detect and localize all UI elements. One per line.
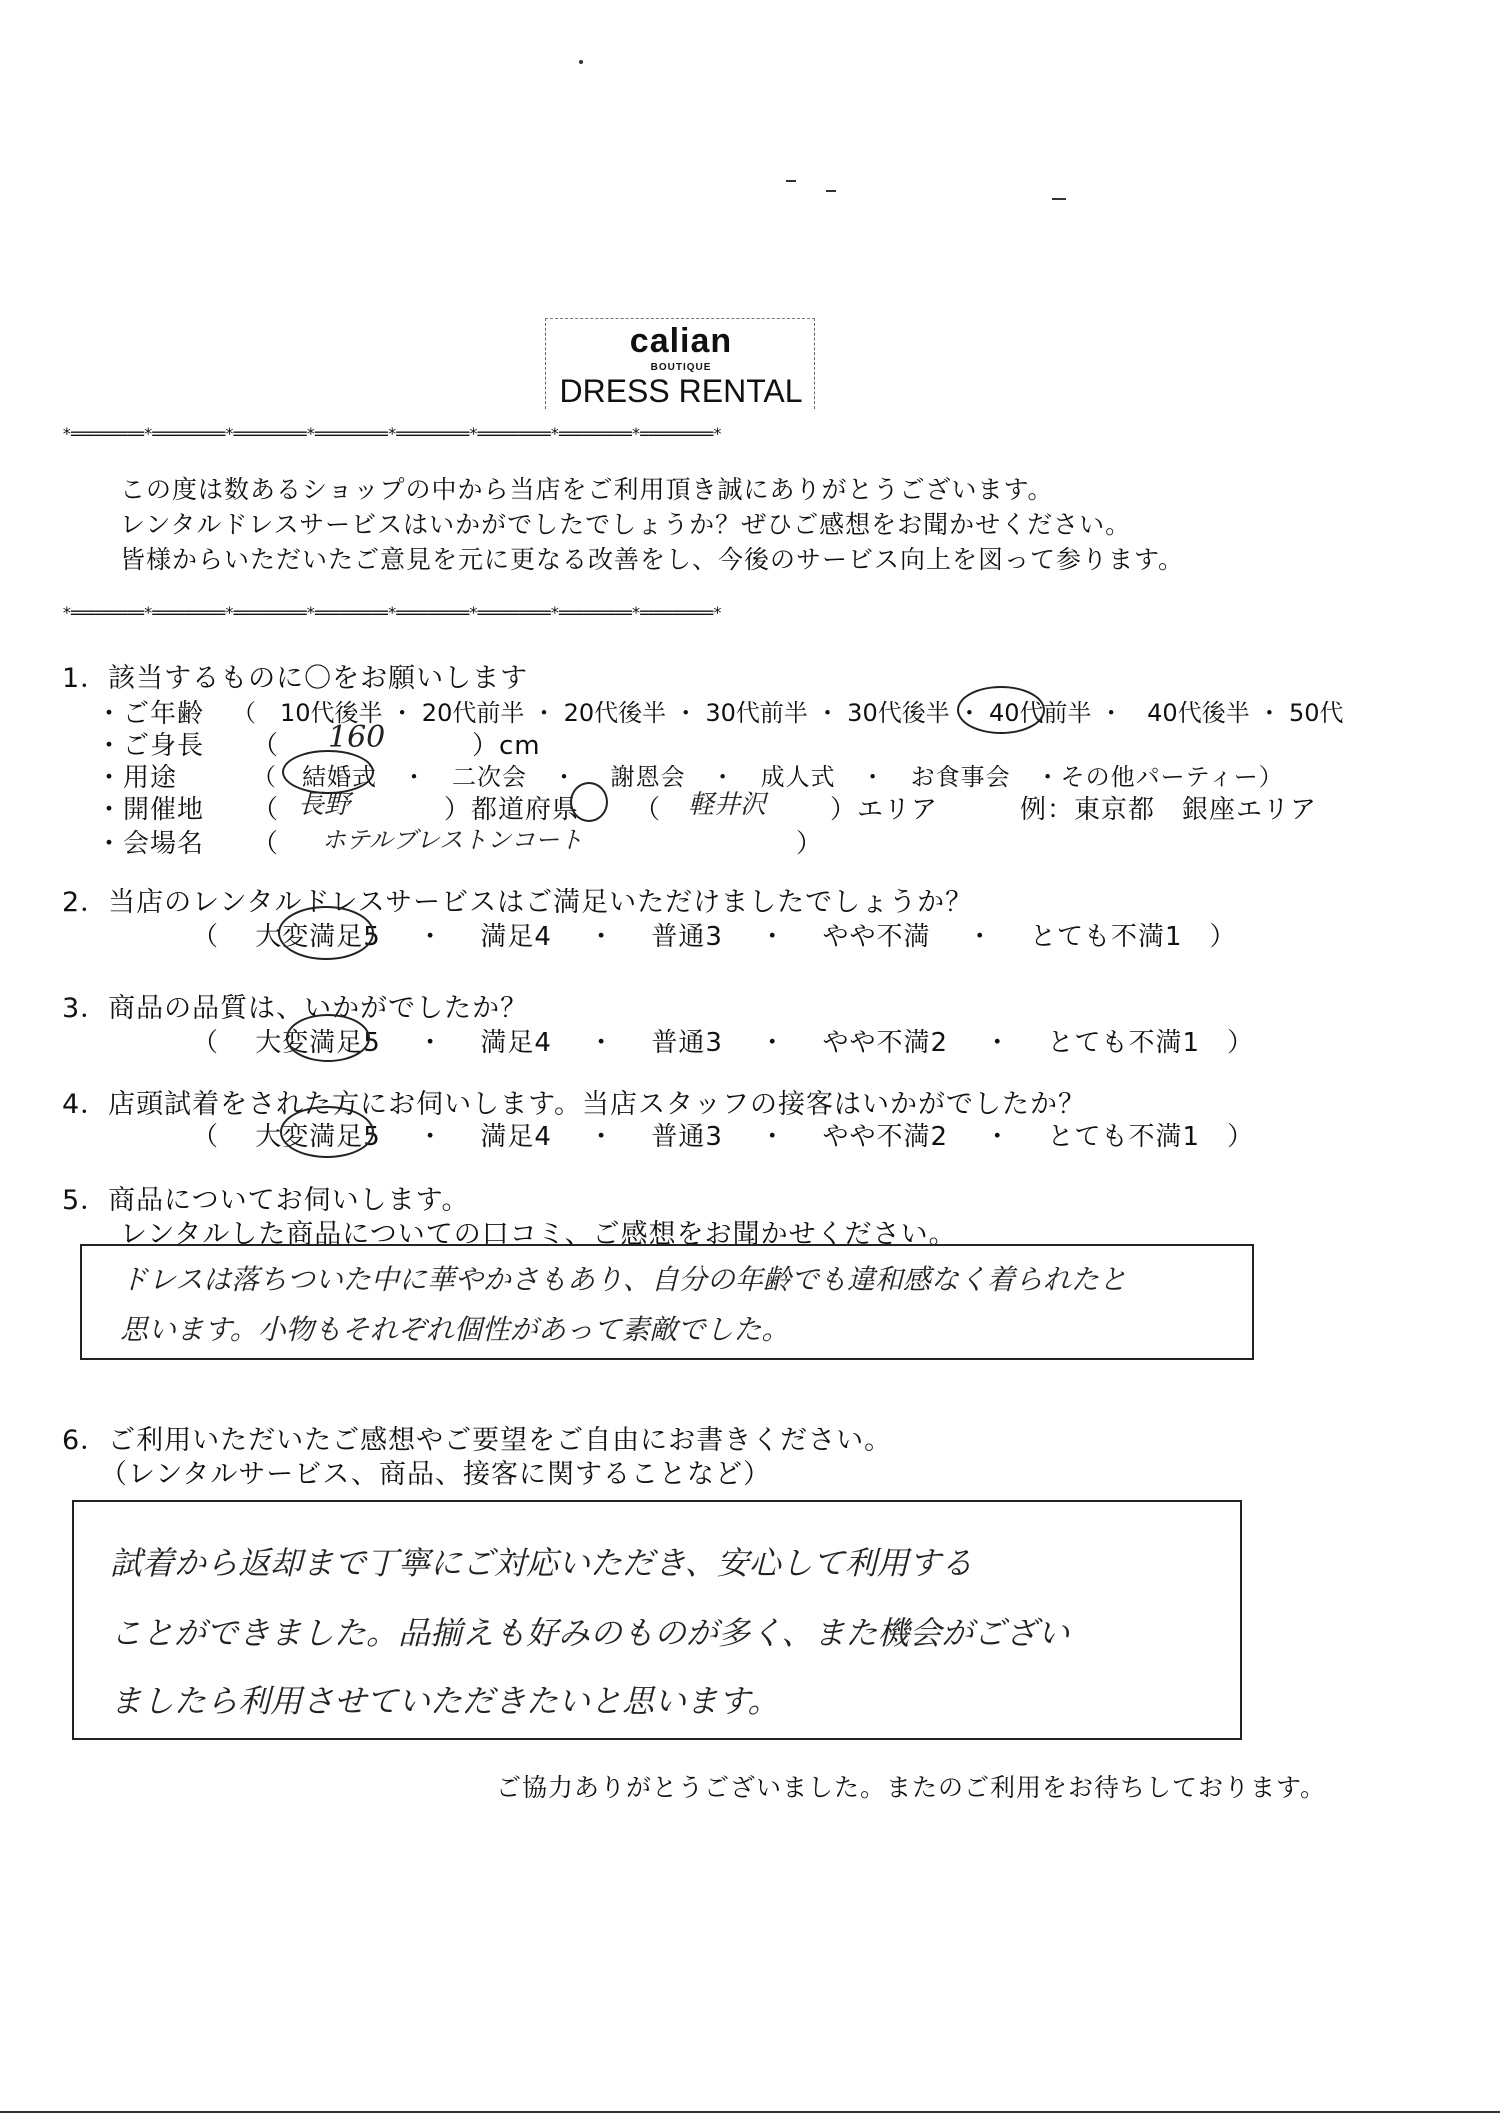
q6-answer-line-1: 試着から返却まで丁寧にご対応いただき、安心して利用する [110, 1544, 973, 1582]
q5-answer-line-2: 思います。小物もそれぞれ個性があって素敵でした。 [120, 1313, 790, 1346]
q6-title: 6．ご利用いただいたご感想やご要望をご自由にお書きください。 [62, 1425, 893, 1456]
intro-line-2: レンタルドレスサービスはいかがでしたでしょうか？ぜひご感想をお聞かせください。 [120, 510, 1132, 539]
q1-location-open: （ [252, 795, 280, 825]
page-bottom-border [0, 2111, 1500, 2113]
scan-speck [579, 60, 583, 64]
q1-age-label: ・ご年齢 [96, 699, 205, 729]
q1-location-label: ・開催地 [96, 795, 205, 825]
q5-answer-box [80, 1244, 1254, 1360]
q1-area-value: 軽井沢 [688, 790, 767, 820]
q1-prefecture-value: 長野 [298, 790, 351, 820]
q1-age-options: （ 10代後半 ・ 20代前半 ・ 20代後半 ・ 30代前半 ・ 30代後半 ・ 40代前半 ・ 40代後半 ・ 50代 [232, 699, 1344, 727]
q1-prefecture-suffix: ）都道府県 [444, 795, 580, 825]
intro-line-1: この度は数あるショップの中から当店をご利用頂き誠にありがとうございます。 [120, 475, 1054, 504]
q6-answer-box [72, 1500, 1242, 1740]
q1-venue-close: ） [796, 829, 824, 859]
q1-height-label: ・ご身長 [96, 731, 205, 761]
divider-bottom: *=========*=========*=========*=========*=========*=========*=========*=========* [62, 603, 721, 622]
shop-logo [545, 318, 817, 412]
intro-line-3: 皆様からいただいたご意見を元に更なる改善をし、今後のサービス向上を図って参ります。 [120, 545, 1185, 574]
q3-options: （ 大変満足5 ・ 満足4 ・ 普通3 ・ やや不満2 ・ とても不満1 ） [192, 1028, 1255, 1058]
q3-selection-circle [286, 1014, 370, 1062]
closing-message: ご協力ありがとうございました。またのご利用をお待ちしております。 [496, 1773, 1327, 1802]
q4-title: 4．店頭試着をされた方にお伺いします。当店スタッフの接客はいかがでしたか？ [62, 1089, 1087, 1120]
q5-subtitle: レンタルした商品についての口コミ、ご感想をお聞かせください。 [120, 1219, 957, 1250]
q1-purpose-label: ・用途 [96, 763, 178, 793]
q5-answer-line-1: ドレスは落ちついた中に華やかさもあり、自分の年齢でも違和感なく着られたと [120, 1263, 1127, 1296]
q2-title: 2．当店のレンタルドレスサービスはご満足いただけましたでしょうか？ [62, 887, 974, 918]
q1-height-value: 160 [328, 720, 386, 755]
q6-subtitle: （レンタルサービス、商品、接客に関することなど） [100, 1459, 772, 1490]
q5-title: 5．商品についてお伺いします。 [62, 1185, 470, 1216]
q1-venue-open: （ [252, 829, 280, 859]
q6-answer-line-3: ましたら利用させていただきたいと思います。 [110, 1682, 780, 1720]
q4-options: （ 大変満足5 ・ 満足4 ・ 普通3 ・ やや不満2 ・ とても不満1 ） [192, 1122, 1255, 1152]
q3-title: 3．商品の品質は、いかがでしたか？ [62, 993, 529, 1024]
q6-answer-line-2: ことができました。品揃えも好みのものが多く、また機会がござい [110, 1614, 1070, 1652]
q2-selection-circle [278, 906, 374, 960]
q1-venue-label: ・会場名 [96, 829, 205, 859]
logo-name: calian [629, 322, 733, 360]
q1-purpose-options: （ 結婚式 ・ 二次会 ・ 謝恩会 ・ 成人式 ・ お食事会 ・その他パーティー） [252, 763, 1284, 791]
q1-area-open: （ [634, 795, 662, 825]
logo-sub: BOUTIQUE [650, 362, 712, 373]
q1-venue-value: ホテルブレストンコート [322, 826, 584, 854]
q1-height-open: （ [252, 731, 280, 761]
scan-speck [786, 180, 796, 182]
q2-options: （ 大変満足5 ・ 満足4 ・ 普通3 ・ やや不満 ・ とても不満1 ） [192, 922, 1237, 952]
divider-top: *=========*=========*=========*=========*=========*=========*=========*=========* [62, 424, 721, 443]
age-selection-circle [957, 686, 1045, 734]
q1-height-unit: ）cm [472, 731, 541, 761]
q1-location-example: 例：東京都 銀座エリア [1020, 795, 1318, 825]
scan-speck [826, 190, 836, 192]
scan-speck [1052, 198, 1066, 200]
prefecture-selection-circle [570, 782, 608, 822]
q1-title: 1．該当するものに〇をお願いします [62, 663, 529, 694]
logo-main: DRESS RENTAL [559, 373, 803, 409]
q1-area-suffix: ）エリア [830, 795, 939, 825]
q4-selection-circle [280, 1106, 374, 1158]
